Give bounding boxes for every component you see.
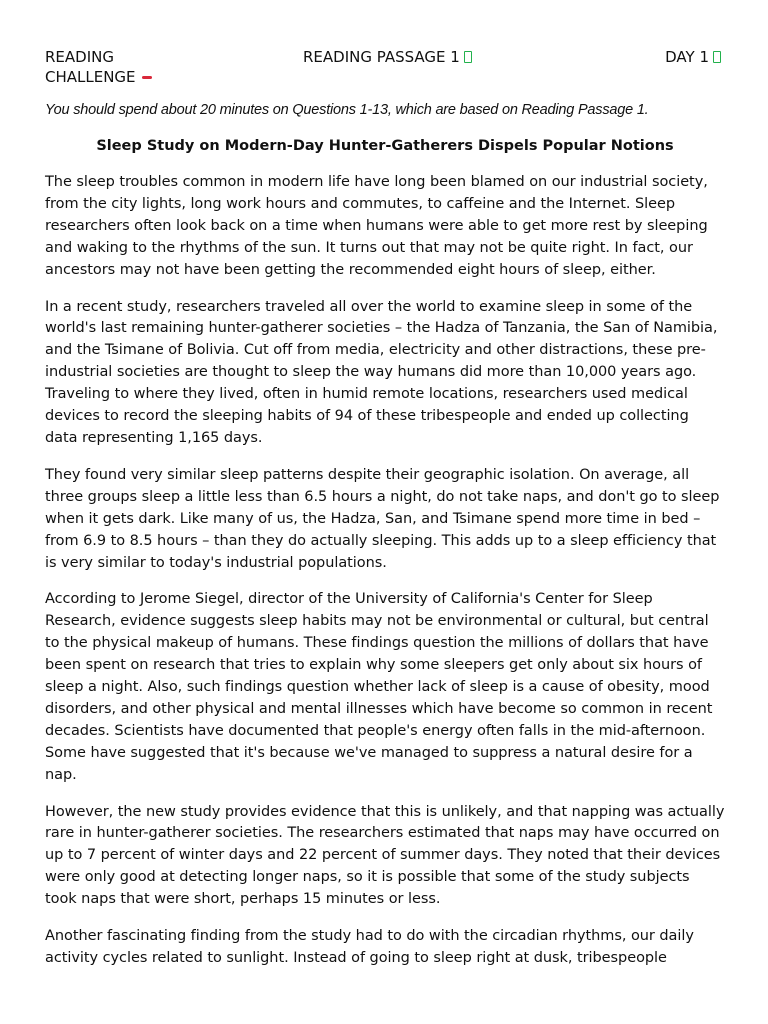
green-box-icon: [464, 51, 472, 63]
red-dash-icon: [142, 76, 152, 79]
header-passage-label: READING PASSAGE 1: [303, 48, 460, 66]
paragraph-3: They found very similar sleep patterns despite their geographic isolation. On average, all three groups sleep a little less than 6.5 hours a night, do not take naps, and don't go to sleep when it gets dark. Like many of us, the Hadza, San, and Tsimane spend more time in bed – from 6.9 to 8.5 hours – than they do actually sleeping. This adds up to a sleep efficiency that is very similar to today's industrial populations.: [45, 466, 720, 571]
green-box-icon: [713, 51, 721, 63]
header-day-label: DAY 1: [665, 48, 709, 66]
paragraph-4: According to Jerome Siegel, director of the University of California's Center for Sleep Research, evidence suggests sleep habits may not be environmental or cultural, but central to the physical makeup of humans. These findings question the millions of dollars that have been spent on research that tries to explain why some sleepers get only about six hours of sleep a night. Also, such findings question whether lack of sleep is a cause of obesity, mood disorders, and other physical and mental illnesses which have become so common in recent decades. Scientists have documented that people's energy often falls in the mid-afternoon. Some have suggested that it's because we've managed to suppress a natural desire for a nap.: [45, 591, 713, 783]
paragraph-1: The sleep troubles common in modern life have long been blamed on our industrial society, from the city lights, long work hours and commutes, to caffeine and the Internet. Sleep researchers often look back on a time when humans were able to get more rest by sleeping and waking to the rhythms of the sun. It turns out that may not be quite right. In fact, our ancestors may not have been getting the recommended eight hours of sleep, either.: [45, 174, 708, 278]
header-challenge-label: READING CHALLENGE: [45, 48, 136, 86]
page-header: [0, 45, 768, 86]
paragraph-2: In a recent study, researchers traveled all over the world to examine sleep in some of the world's last remaining hunter-gatherer societies – the Hadza of Tanzania, the San of Namibia, and the Tsimane of Bolivia. Cut off from media, electricity and other distractions, these pre-industrial societies are thought to sleep the way humans did more than 10,000 years ago. Traveling to where they lived, often in humid remote locations, researchers used medical devices to record the sleeping habits of 94 of these tribespeople and ended up collecting data representing 1,165 days.: [45, 298, 718, 446]
header-center: [303, 47, 503, 67]
instruction-text: You should spend about 20 minutes on Questions 1-13, which are based on Reading Passage 1.: [45, 102, 649, 118]
header-right: [665, 47, 721, 67]
paragraph-6: Another fascinating finding from the study had to do with the circadian rhythms, our daily activity cycles related to sunlight. Instead of going to sleep right at dusk, tribespeople: [45, 928, 694, 966]
passage-title: Sleep Study on Modern-Day Hunter-Gatherers Dispels Popular Notions: [96, 138, 674, 154]
paragraph-5: However, the new study provides evidence that this is unlikely, and that napping was actually rare in hunter-gatherer societies. The researchers estimated that naps may have occurred on up to 7 percent of winter days and 22 percent of summer days. They noted that their devices were only good at detecting longer naps, so it is possible that some of the study subjects took naps that were short, perhaps 15 minutes or less.: [45, 803, 725, 908]
header-left: [45, 47, 195, 87]
passage-content: [45, 100, 725, 985]
